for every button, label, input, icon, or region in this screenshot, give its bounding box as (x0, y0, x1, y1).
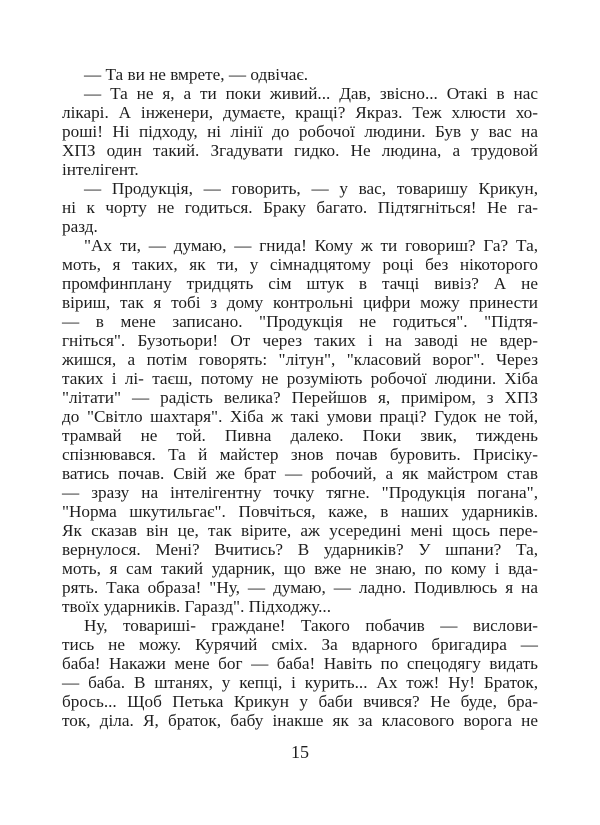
page-number: 15 (291, 742, 309, 762)
text-line: — в мене записано. "Продукція не годиться". "Підтя- (62, 312, 538, 331)
text-line: інтелігент. (62, 160, 139, 179)
text-line: ні к чорту не годиться. Браку багато. Підтягніться! Не га- (62, 198, 538, 217)
text-line: "Норма шкутильгає". Повчіться, каже, в наших ударників. (62, 502, 538, 521)
text-line: трамвай не той. Пивна далеко. Поки звик, тиждень (62, 426, 538, 445)
text-line: спізнювався. Та й майстер знов почав буровить. Присіку- (62, 445, 538, 464)
text-line: тись не можу. Курячий сміх. За вдарного бригадира — (62, 635, 538, 654)
text-line: до "Світло шахтаря". Хіба ж такі умови праці? Гудок не той, (62, 407, 538, 426)
text-line: баба! Накажи мене бог — баба! Навіть по спецодягу видать (62, 654, 538, 673)
text-line: брось... Щоб Петька Крикун у баби вчився? Не буде, бра- (62, 692, 538, 711)
text-line: — баба. В штанях, у кепці, і курить... Ах тож! Ну! Браток, (62, 673, 538, 692)
text-line: жишся, а потім говорять: "літун", "класовий ворог". Через (62, 350, 538, 369)
text-line: твоїх ударників. Гаразд". Підходжу... (62, 597, 332, 616)
text-line: таких і лі- таєш, потому не розуміють робочої людини. Хіба (62, 369, 538, 388)
text-line: разд. (62, 217, 98, 236)
text-line: Як сказав він це, так вірите, аж усередині мені щось пере- (62, 521, 538, 540)
text-line: — Продукція, — говорить, — у вас, товаришу Крикун, (84, 179, 538, 198)
text-line: віриш, так я тобі з дому контрольні цифри можу принести (62, 293, 538, 312)
text-line: "літати" — радість велика? Перейшов я, приміром, з ХПЗ (62, 388, 538, 407)
text-line: ток, діла. Я, браток, бабу інакше як за класового ворога не (62, 711, 538, 730)
text-line: "Ах ти, — думаю, — гнида! Кому ж ти говориш? Га? Та, (84, 236, 538, 255)
text-line: Ну, товариші- граждане! Такого побачив — вислови- (84, 616, 538, 635)
text-line: моть, я сам такий ударник, що вже не знаю, по кому і вда- (62, 559, 538, 578)
text-line: лікарі. А інженери, думаєте, кращі? Якраз. Теж хлюсти хо- (62, 103, 538, 122)
text-line: ХПЗ один такий. Згадувати гидко. Не людина, а трудовой (62, 141, 538, 160)
text-line: вернулося. Мені? Вчитись? В ударників? У шпани? Та, (62, 540, 538, 559)
text-line: — Та не я, а ти поки живий... Дав, звісно... Отакі в нас (84, 84, 538, 103)
text-line: — зразу на інтелігентну точку тягне. "Продукція погана", (62, 483, 538, 502)
text-line: роші! Ні підходу, ні лінії до робочої людини. Був у вас на (62, 122, 538, 141)
text-line: моть, я таких, як ти, у сімнадцятому році без нікоторого (62, 255, 538, 274)
text-line: промфинплану тридцять сім штук в тачці вивіз? А не (62, 274, 538, 293)
text-line: рять. Така образа! "Ну, — думаю, — ладно. Подивлюсь я на (62, 578, 538, 597)
text-line: ватись почав. Свій же брат — робочий, а як майстром став (62, 464, 538, 483)
text-line: — Та ви не вмрете, — одвічає. (84, 65, 309, 84)
body-text (62, 65, 538, 730)
text-line: гніться". Бузотьори! От через таких і на заводі не вдер- (62, 331, 538, 350)
